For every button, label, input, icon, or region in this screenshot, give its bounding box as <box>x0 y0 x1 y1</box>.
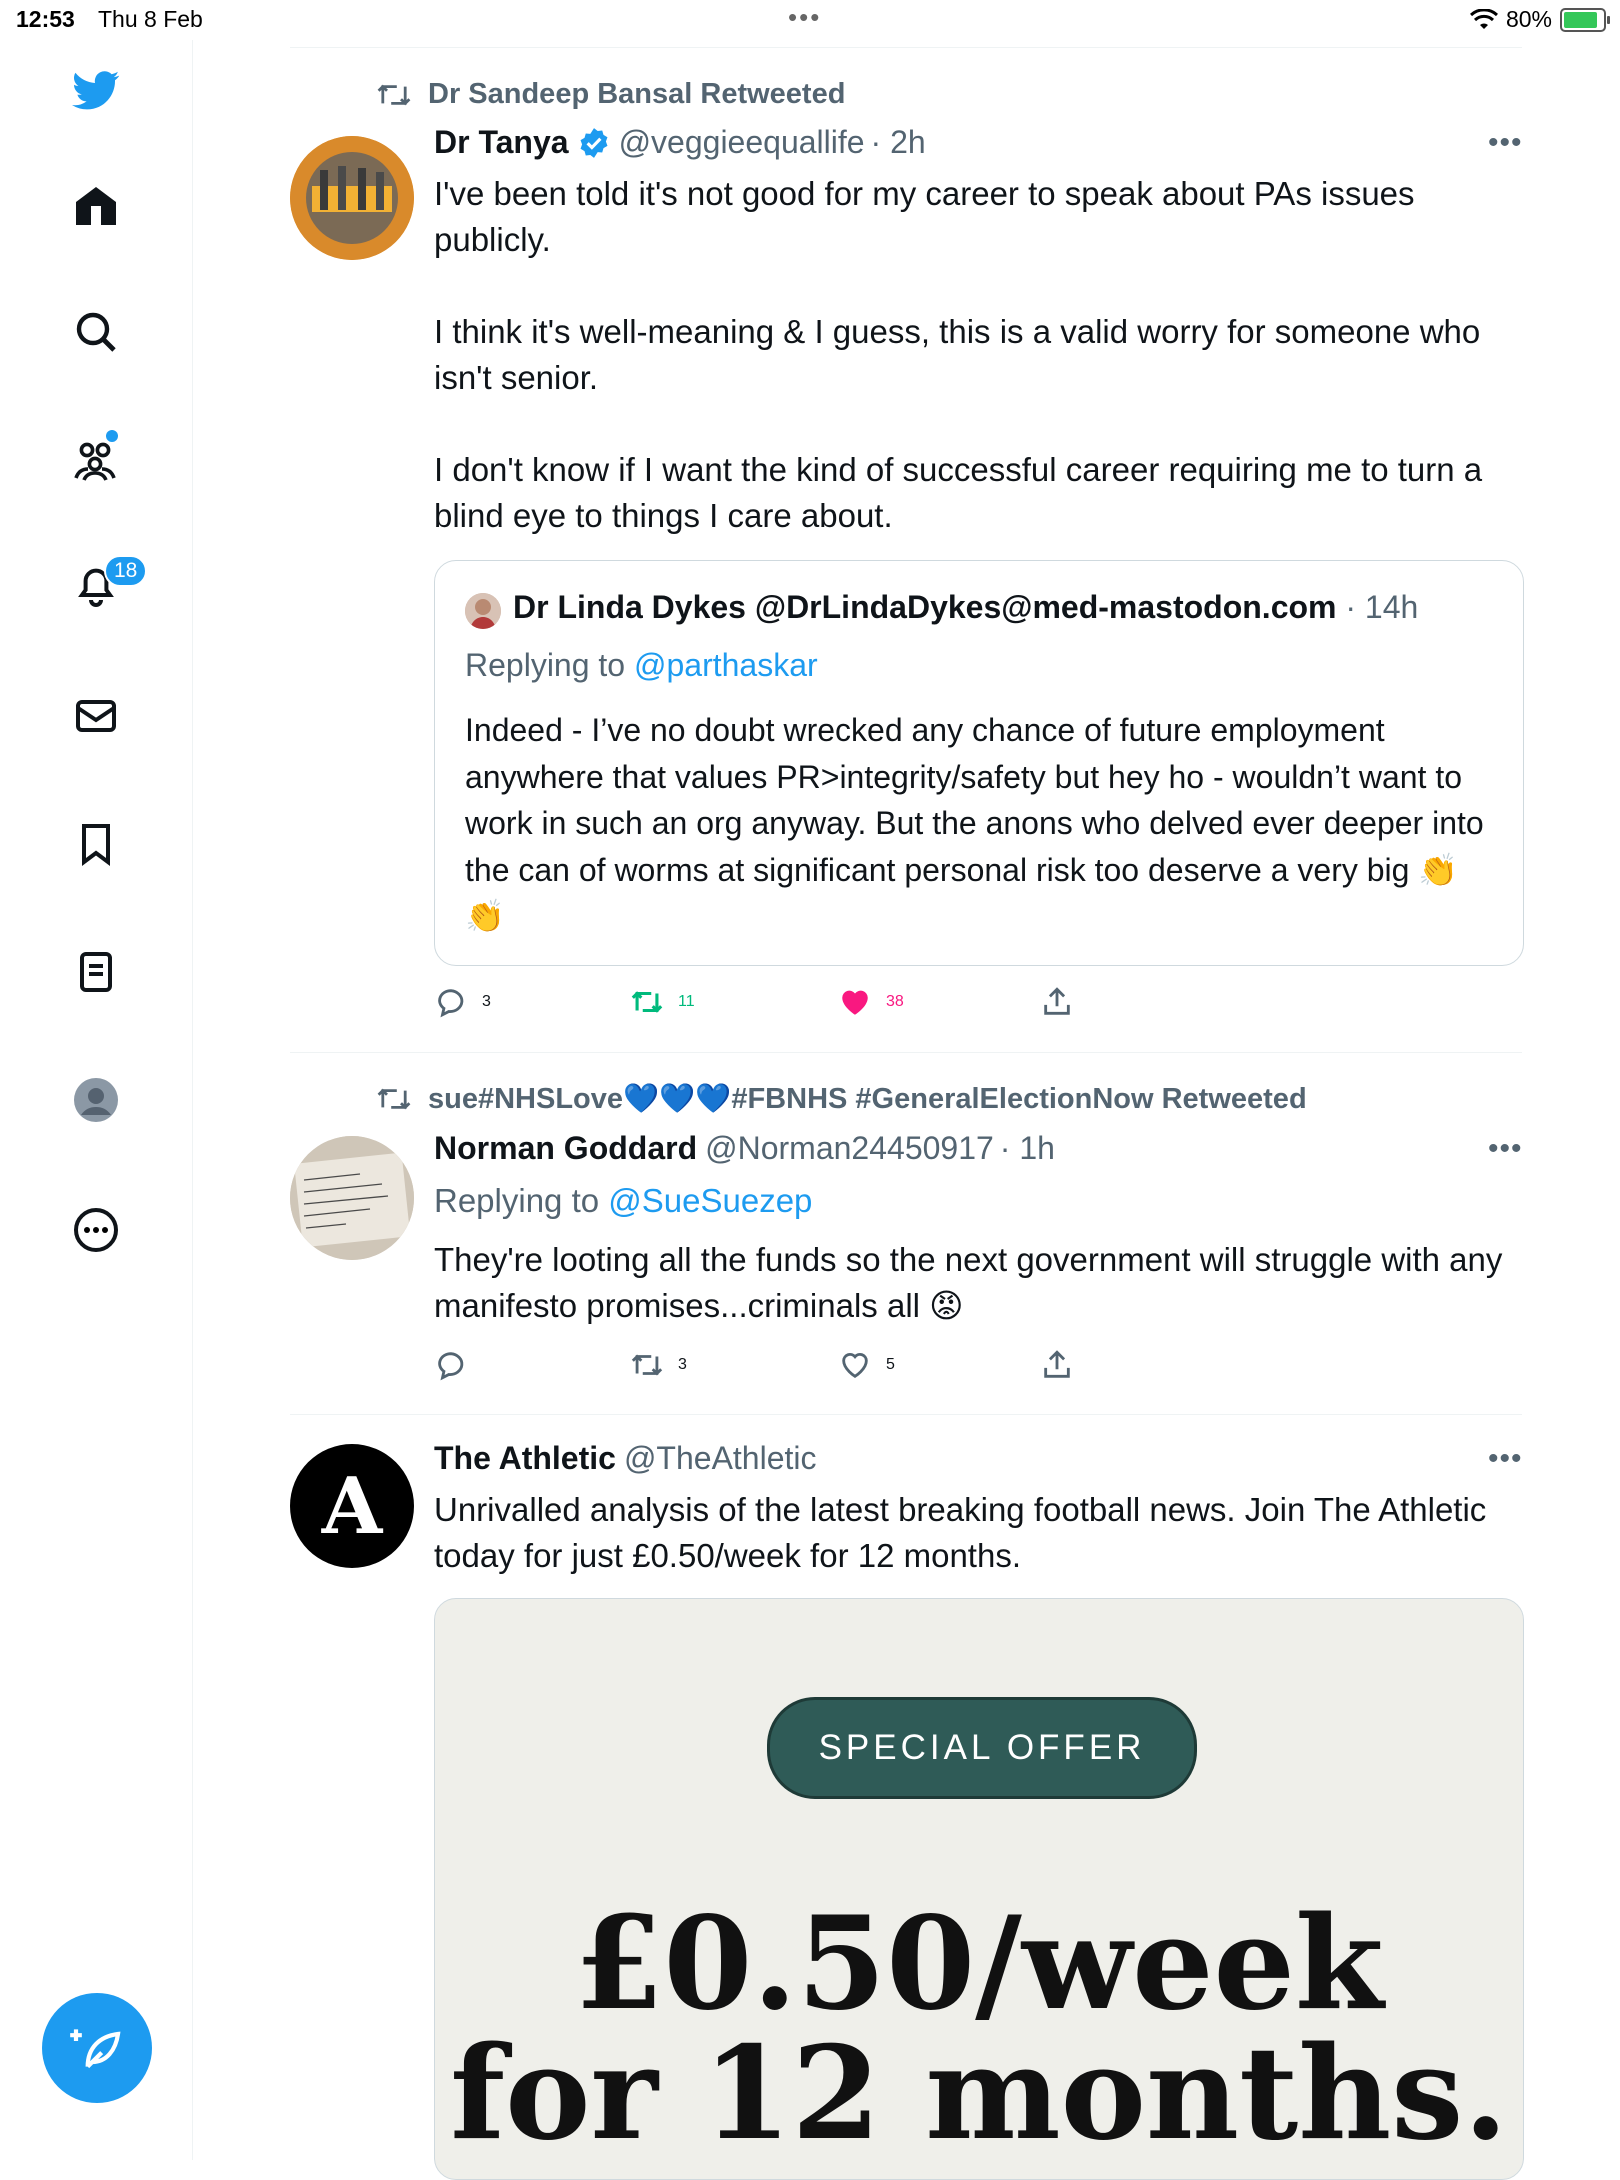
like-count: 5 <box>886 1356 895 1373</box>
timestamp[interactable]: · 2h <box>870 124 926 160</box>
heart-icon <box>838 1348 872 1382</box>
wifi-icon <box>1470 9 1498 31</box>
share-button[interactable] <box>1040 985 1074 1019</box>
share-icon <box>1040 985 1074 1019</box>
tweet-text: They're looting all the funds so the next government will struggle with any manifesto promises...criminals all 😡 <box>434 1241 1503 1324</box>
tweet-paragraph: I've been told it's not good for my career to speak about PAs issues publicly. <box>434 175 1415 258</box>
heart-filled-icon <box>838 985 872 1019</box>
like-count: 38 <box>886 993 904 1010</box>
timeline-top-divider <box>290 47 1522 48</box>
reply-icon <box>434 985 468 1019</box>
share-icon <box>1040 1348 1074 1382</box>
quote-author: Dr Linda Dykes @DrLindaDykes@med-mastodon.com <box>513 589 1337 625</box>
home-icon[interactable] <box>66 176 126 236</box>
tweet-header <box>434 124 926 161</box>
promo-card[interactable] <box>434 1598 1524 2180</box>
retweet-icon <box>630 985 664 1019</box>
tweet-paragraph: I don't know if I want the kind of successful career requiring me to turn a blind eye to things I care about. <box>434 451 1483 534</box>
display-name[interactable]: Norman Goddard <box>434 1130 698 1166</box>
tweet-header <box>434 1440 817 1477</box>
quoted-tweet[interactable] <box>434 560 1524 966</box>
sidebar <box>0 40 193 2160</box>
retweet-count: 3 <box>678 1356 687 1373</box>
envelope-icon[interactable] <box>66 686 126 746</box>
more-options-icon[interactable]: ••• <box>1488 126 1523 159</box>
avatar[interactable] <box>290 1136 414 1260</box>
tweet-divider <box>290 1414 1522 1415</box>
more-options-icon[interactable]: ••• <box>1488 1442 1523 1475</box>
special-offer-button[interactable]: SPECIAL OFFER <box>767 1697 1197 1799</box>
handle[interactable]: @Norman24450917 <box>705 1130 994 1166</box>
multitask-dots[interactable]: ••• <box>788 2 822 32</box>
bookmark-icon[interactable] <box>66 814 126 874</box>
retweet-button[interactable] <box>630 985 695 1019</box>
retweet-icon <box>630 1348 664 1382</box>
battery-icon <box>1560 8 1606 32</box>
replying-to-link[interactable]: @SueSuezep <box>608 1182 813 1219</box>
tweet-divider <box>290 1052 1522 1053</box>
tweet-paragraph: I think it's well-meaning & I guess, this is a valid worry for someone who isn't senior. <box>434 313 1481 396</box>
reply-button[interactable] <box>434 1348 482 1382</box>
quote-replying-to: Replying to @parthaskar <box>465 647 818 683</box>
like-button[interactable] <box>838 1348 895 1382</box>
search-icon[interactable] <box>66 302 126 362</box>
avatar[interactable] <box>290 1444 414 1568</box>
status-time: 12:53 <box>16 6 75 32</box>
promo-headline <box>435 1889 1523 2169</box>
promo-headline-line1: £0.50/week <box>574 1889 1384 2039</box>
avatar[interactable] <box>290 136 414 260</box>
share-button[interactable] <box>1040 1348 1074 1382</box>
handle[interactable]: @TheAthletic <box>623 1440 817 1476</box>
athletic-logo: A <box>321 1460 383 1552</box>
more-circle-icon[interactable] <box>66 1200 126 1260</box>
tweet-text <box>434 171 1524 539</box>
compose-feather-icon[interactable] <box>42 1993 152 2103</box>
retweet-context <box>376 78 845 111</box>
promo-headline-line2: for 12 months. <box>450 2019 1508 2169</box>
retweeted-by-label[interactable]: Dr Sandeep Bansal Retweeted <box>428 78 846 110</box>
status-bar <box>0 0 1620 40</box>
new-activity-dot <box>106 430 118 442</box>
display-name[interactable]: The Athletic <box>434 1440 616 1476</box>
tweet-header <box>434 1130 1055 1167</box>
status-date: Thu 8 Feb <box>98 6 203 32</box>
retweet-icon <box>376 81 412 109</box>
verified-badge-icon <box>577 126 611 160</box>
reply-icon <box>434 1348 468 1382</box>
replying-to: Replying to @SueSuezep <box>434 1182 813 1219</box>
reply-count: 3 <box>482 993 491 1010</box>
quote-header <box>513 589 1418 626</box>
list-icon[interactable] <box>66 942 126 1002</box>
retweet-button[interactable] <box>630 1348 687 1382</box>
quote-timestamp: · 14h <box>1345 589 1419 625</box>
retweet-count: 11 <box>678 993 695 1010</box>
retweet-icon <box>376 1085 412 1113</box>
avatar-icon[interactable] <box>66 1070 126 1130</box>
quote-avatar <box>465 593 501 629</box>
quote-text: Indeed - I’ve no doubt wrecked any chance of future employment anywhere that values PR>integrity/safety but hey ho - wouldn’t want to work in such an org anyway. But the anons who delved ever deeper into the can of worms at significant personal risk too deserve a very big 👏 👏 <box>465 712 1484 934</box>
battery-percent: 80% <box>1505 6 1552 32</box>
more-options-icon[interactable]: ••• <box>1488 1132 1523 1165</box>
twitter-logo-icon[interactable] <box>66 60 126 120</box>
tweet-text: Unrivalled analysis of the latest breaking football news. Join The Athletic today for just £0.50/week for 12 months. <box>434 1491 1487 1574</box>
reply-button[interactable] <box>434 985 491 1019</box>
display-name[interactable]: Dr Tanya <box>434 124 569 160</box>
replying-to-link[interactable]: @parthaskar <box>633 647 818 683</box>
retweet-context <box>376 1082 1307 1116</box>
handle[interactable]: @veggieequallife <box>618 124 865 160</box>
notifications-badge: 18 <box>104 555 147 587</box>
like-button[interactable] <box>838 985 904 1019</box>
timestamp[interactable]: · 1h <box>999 1130 1055 1166</box>
retweeted-by-label[interactable]: sue#NHSLove💙💙💙#FBNHS #GeneralElectionNow Retweeted <box>428 1083 1307 1115</box>
